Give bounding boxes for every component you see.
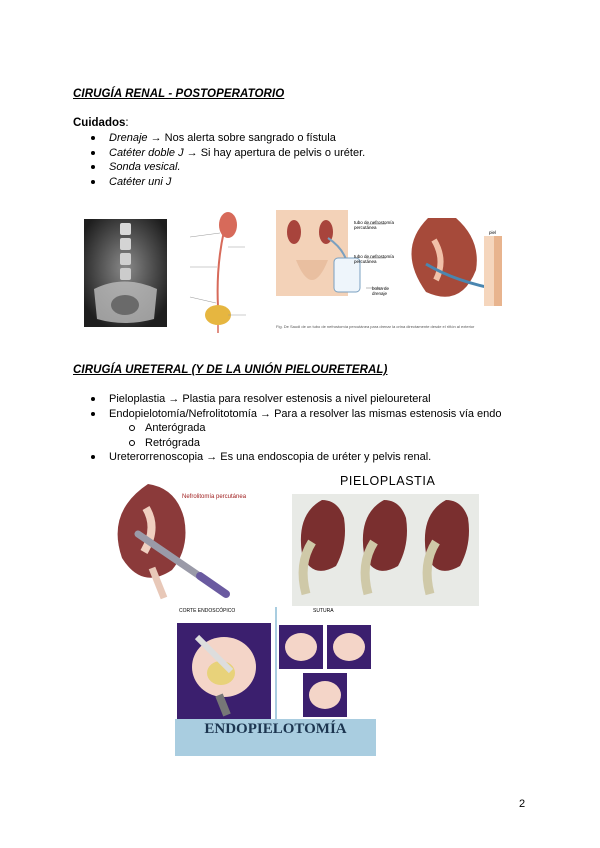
procedure-list-2 [109, 450, 431, 465]
procedure-item [109, 392, 502, 407]
procedure-item [109, 407, 502, 422]
procedure-subitem [145, 421, 206, 436]
pieloplastia-title: PIELOPLASTIA [340, 474, 436, 488]
care-term: Drenaje [109, 132, 148, 144]
care-list [109, 131, 365, 189]
care-desc: → Si hay apertura de pelvis o uréter. [183, 146, 366, 159]
nephrolithotomy-label: Nefrolitomía percutánea [182, 494, 247, 500]
procedure-text: Ureterorrenoscopia → Es una endoscopia de uréter y pelvis renal. [109, 451, 432, 463]
care-item [109, 146, 365, 161]
tube-label-1: tubo de nefrostomía percutánea [354, 220, 395, 230]
subitem-text: Retrógrada [145, 436, 201, 449]
xray-image [84, 219, 167, 327]
care-term: Catéter doble J [109, 146, 184, 159]
endo-sutura-label: SUTURA [313, 608, 334, 614]
procedure-text: Pieloplastia → Plastia para resolver estenosis a nivel pieloureteral [109, 393, 431, 405]
care-item [109, 175, 365, 190]
subitem-text: Anterógrada [145, 422, 206, 434]
procedure-sublist [145, 421, 206, 450]
care-item [109, 131, 365, 146]
endo-corte-label: CORTE ENDOSCÓPICO [179, 608, 236, 614]
care-term: Sonda vesical. [109, 161, 181, 173]
care-colon: : [125, 117, 129, 129]
procedure-subitem [145, 436, 206, 451]
pieloplastia-figure [292, 494, 479, 606]
endopielotomia-title: ENDOPIELOTOMÍA [204, 721, 347, 737]
care-item [109, 160, 365, 175]
page-number: 2 [519, 798, 526, 810]
nephrostomy-caption: Fig. De Saudi de un tubo de nefrostomía percutánea para drenar la orina directamente desde el riñón al exterior [276, 324, 475, 329]
care-label-text: Cuidados [73, 117, 126, 129]
procedure-item [109, 450, 431, 465]
bag-label: bolsa de drenaje [372, 286, 390, 296]
procedure-text: Endopielotomía/Nefrolitotomía → Para a resolver las mismas estenosis vía endo [109, 407, 502, 420]
section2-title: CIRUGÍA URETERAL (Y DE LA UNIÓN PIELOURETERAL) [73, 364, 388, 376]
section1-title: CIRUGÍA RENAL - POSTOPERATORIO [73, 88, 285, 100]
endopielotomia-figure [175, 607, 376, 756]
care-label [73, 117, 129, 129]
nephrolithotomy-figure [108, 478, 283, 600]
care-term: Catéter uni J [109, 175, 172, 188]
urinary-tract-diagram [180, 207, 258, 333]
tube-label-2: tubo de nefrostomía percutánea [354, 254, 395, 264]
nephrostomy-figure [276, 210, 513, 340]
care-desc: → Nos alerta sobre sangrado o fístula [147, 132, 336, 144]
skin-label: piel [489, 230, 497, 235]
procedure-list [109, 392, 502, 421]
